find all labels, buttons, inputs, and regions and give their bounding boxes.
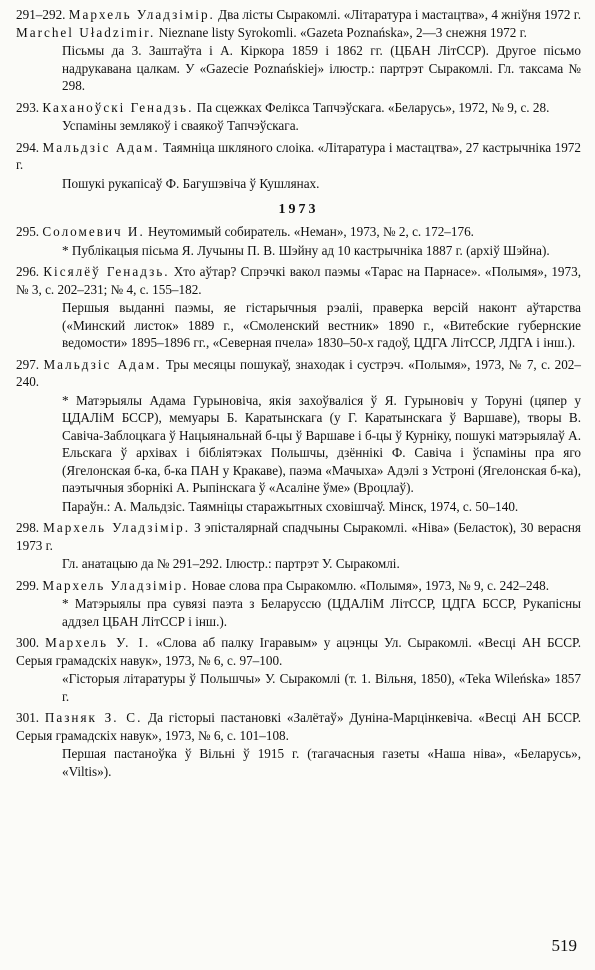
- entry-annotation: Пошукі рукапісаў Ф. Багушэвіча ў Кушлянах.: [62, 175, 320, 191]
- bibliography-entry: [16, 6, 581, 99]
- entry-annotation: Параўн.: А. Мальдзіс. Таямніцы старажытных сховішчаў. Мінск, 1974, с. 50–140.: [62, 498, 519, 514]
- entry-annotation: Першая пастаноўка ў Вільні ў 1915 г. (тагачасныя газеты «Наша ніва», «Беларусь», «Viltis»).: [62, 746, 581, 779]
- entry-citation: Новае слова пра Сыракомлю. «Полымя», 1973, № 9, с. 242–248.: [188, 577, 550, 593]
- entry-number: 300.: [16, 635, 40, 650]
- entry-number: 299.: [16, 577, 40, 593]
- entry-author: Мархель Уладзімір.: [43, 520, 191, 535]
- entry-citation: Да гісторыі пастановкі «Залётаў» Дуніна-Марцінкевіча. «Весці АН БССР. Серыя грамадскіх навук», 1973, № 6, с. 101–108.: [16, 710, 581, 743]
- entry-author: Мальдзіс Адам.: [43, 356, 162, 372]
- entry-annotation: Першыя выданні паэмы, яе гістарычныя рэаліі, праверка версій наконт аўтарства («Минский листок» 1889 г., «Смоленский вестник» 1890 г., «Витебские губернские ведомости» 1895–1896 гг., «Северная пчела» 1830–50-х гадоў, ЦДГА ЛітССР, ЛДГА і інш.).: [62, 300, 581, 350]
- entry-annotation: Гл. анатацыю да № 291–292. Ілюстр.: партрэт У. Сыракомлі.: [62, 556, 400, 571]
- bibliography-entry: [16, 356, 581, 520]
- entry-author: Мархель Уладзімір.: [68, 7, 215, 22]
- entry-author: Мальдзіс Адам.: [42, 139, 160, 155]
- entry-author: Кісялёў Генадзь.: [43, 264, 170, 279]
- entry-author: Каханоўскі Генадзь.: [42, 99, 194, 115]
- entry-line: [16, 223, 581, 241]
- entry-line: [16, 139, 581, 174]
- bibliography-entry: [16, 577, 581, 635]
- entry-number: 301.: [16, 710, 40, 725]
- entry-citation: З эпісталярнай спадчыны Сыракомлі. «Ніва» (Беласток), 30 верасня 1973 г.: [16, 520, 581, 553]
- entry-line: [16, 356, 581, 391]
- entry-author: Пазняк З. С.: [44, 710, 143, 725]
- bibliography-entry: [16, 634, 581, 709]
- entry-citation: Два лісты Сыракомлі. «Літаратура і мастацтва», 4 жніўня 1972 г.: [214, 7, 581, 22]
- entry-author: Мархель Уладзімір.: [42, 577, 189, 593]
- entry-citation: Неутомимый собиратель. «Неман», 1973, № 2, с. 172–176.: [144, 224, 474, 239]
- entry-annotation: «Гісторыя літаратуры ў Польшчы» У. Сыракомлі (т. 1. Вільня, 1850), «Teka Wileńska» 1857 г.: [62, 671, 581, 704]
- bibliography-entry: [16, 519, 581, 577]
- bibliography-entry: [16, 139, 581, 197]
- entry-number: 295.: [16, 224, 40, 239]
- page-number: 519: [551, 936, 577, 955]
- entry-citation: Хто аўтар? Спрэчкі вакол паэмы «Тарас на Парнасе». «Полымя», 1973, № 3, с. 202–231; № 4, с. 155–182.: [16, 264, 582, 297]
- entry-number: 297.: [16, 356, 40, 372]
- entry-line: [16, 634, 581, 669]
- entry-citation: Тры месяцы пошукаў, знаходак і сустрэч. «Полымя», 1973, № 7, с. 202–240.: [16, 356, 581, 389]
- entries-1972: [16, 6, 581, 196]
- entry-citation: Nieznane listy Syrokomli. «Gazeta Poznańska», 2—3 снежня 1972 г.: [155, 24, 527, 40]
- entry-number: 294.: [16, 139, 40, 155]
- entry-annotation: * Матэрыялы пра сувязі паэта з Беларуссю (ЦДАЛіМ ЛітССР, ЦДГА БССР, Рукапісны аддзел ЦБАН ЛітССР і інш.).: [62, 596, 581, 629]
- entry-author: Соломевич И.: [42, 224, 145, 239]
- bibliography-entry: [16, 709, 581, 784]
- entry-author: Мархель У. І.: [45, 635, 151, 650]
- entry-line: [16, 519, 581, 554]
- entry-annotation: Пісьмы да 3. Заштаўта і А. Кіркора 1859 і 1862 гг. (ЦБАН ЛітССР). Другое пісьмо надрукавана цалкам. У «Gazecie Poznańskiej» ілюстр.: партрэт Сыракомлі. Гл. таксама № 298.: [62, 43, 581, 93]
- entries-1973: [16, 223, 581, 784]
- entry-line: [16, 709, 581, 744]
- entry-annotation: * Публікацыя пісьма Я. Лучыны П. В. Шэйну ад 10 кастрычніка 1887 г. (архіў Шэйна).: [62, 242, 550, 258]
- entry-line: [16, 577, 581, 595]
- entry-number: 298.: [16, 520, 40, 535]
- entry-line: [16, 99, 581, 117]
- entry-annotation: Успаміны землякоў і сваякоў Тапчэўскага.: [62, 118, 299, 133]
- entry-number: 296.: [16, 264, 40, 279]
- entry-citation: «Слова аб палку Ігаравым» у ацэнцы Ул. Сыракомлі. «Весці АН БССР. Серыя грамадскіх навук», 1973, № 6, с. 97–100.: [16, 635, 582, 668]
- entry-author: Marchel Uładzimir.: [16, 24, 156, 40]
- entry-line: [16, 263, 581, 298]
- entry-line: [16, 6, 581, 24]
- entry-citation: Па сцежках Феліксa Тапчэўскага. «Беларусь», 1972, № 9, с. 28.: [193, 99, 550, 115]
- bibliography-entry: [16, 223, 581, 263]
- year-heading: 1973: [278, 202, 319, 217]
- entry-line: [16, 24, 581, 42]
- entry-number: 291–292.: [16, 7, 66, 22]
- bibliography-entry: [16, 99, 581, 139]
- entry-annotation: * Матэрыялы Адама Гурыновіча, якія захоўваліся ў Я. Гурыновіч у Торуні (цяпер у ЦДАЛіМ БССР), мемуары Б. Каратынскага (у Г. Каратынскага ў Варшаве), творы В. Савіча-Заблоцкага ў Нацыянальнай б-цы ў Варшаве і б-цы ў Курніку, пошукі матэрыялаў А. Ельскага ў архівах і бібліятэках Польшчы, дзённікі Ф. Савіча і ўспаміны пра яго (Ягелонская б-ка, б-ка ПАН у Кракаве), паэма «Мачыха» Адэлі з Устроні (Ягелонская б-ка), паэтычныя зборнікі А. Рыпінскага ў «Асаліне ўме» (Вроцлаў).: [62, 392, 581, 495]
- entry-number: 293.: [16, 99, 40, 115]
- bibliography-entry: [16, 263, 581, 356]
- entry-citation: Таямніца шкляного слоіка. «Літаратура і мастацтва», 27 кастрычніка 1972 г.: [16, 139, 581, 172]
